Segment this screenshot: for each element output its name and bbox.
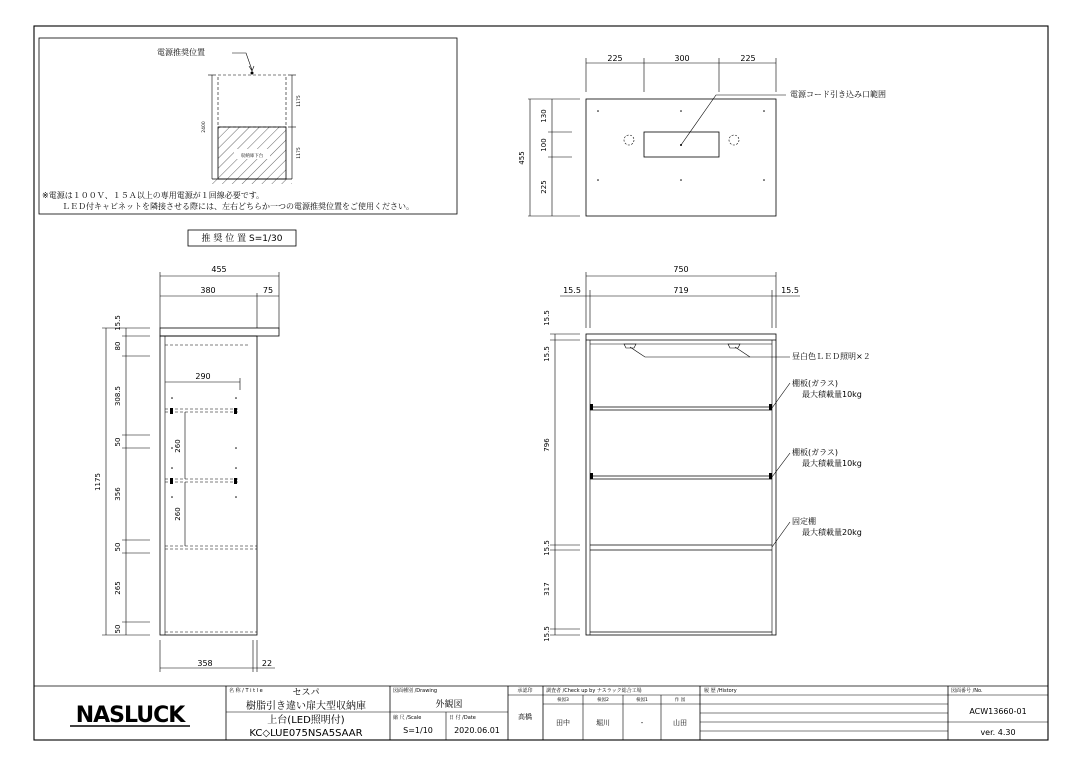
upper-cabinet-outline <box>218 75 286 127</box>
date-header: 日 付 /Date <box>449 715 476 721</box>
check-col-1: 検図3 <box>557 698 569 703</box>
side-vdim-8: 50 <box>114 624 122 634</box>
lower-height-dim: 1175 <box>297 147 302 159</box>
front-vdim-3: 15.5 <box>543 540 551 556</box>
check-name-3: - <box>640 719 644 727</box>
side-dim-260b: 260 <box>174 507 182 521</box>
front-body <box>586 334 776 635</box>
recommended-position-view <box>39 38 457 214</box>
sheet-border <box>34 26 1048 740</box>
side-vdim-5: 356 <box>114 487 122 501</box>
title-header: 名 称 / T i t l e <box>229 688 263 694</box>
shelf1-line1: 棚板(ガラス) <box>792 379 839 388</box>
title-block <box>34 686 1048 740</box>
drawing-number: ACW13660-01 <box>969 707 1027 716</box>
side-vdim-1: 15.5 <box>114 315 122 331</box>
front-dim-317: 317 <box>543 582 551 596</box>
top-view <box>518 54 886 216</box>
side-dim-1175: 1175 <box>94 473 102 491</box>
front-dim-796: 796 <box>543 438 551 452</box>
side-vdim-7: 265 <box>114 581 122 595</box>
side-vdim-3: 308.5 <box>114 385 122 407</box>
cord-label: 電源コード引き込み口範囲 <box>790 90 886 99</box>
recommended-title: 推 奨 位 置 S=1/30 <box>201 234 283 244</box>
height-total-dim: 2400 <box>202 121 207 133</box>
note-line-1: ※電源は１００Ｖ、１５Ａ以上の専用電源が１回線必要です。 <box>42 191 265 200</box>
shelf2-line2: 最大積載量10kg <box>802 459 862 468</box>
side-dim-380: 380 <box>200 286 216 295</box>
top-panel <box>586 99 776 216</box>
led-label: 昼白色ＬＥＤ照明×２ <box>792 352 871 361</box>
top-dim-130: 130 <box>540 109 548 123</box>
front-view <box>543 265 871 642</box>
drawing-type: 外観図 <box>435 700 463 710</box>
top-dim-100: 100 <box>540 138 548 152</box>
date-value: 2020.06.01 <box>454 726 500 735</box>
side-top-plate <box>160 328 279 336</box>
side-dim-22: 22 <box>261 659 273 668</box>
check-name-2: 堀川 <box>596 719 610 727</box>
front-dim-750: 750 <box>673 265 689 274</box>
side-dim-75: 75 <box>262 286 274 295</box>
top-dim-left: 225 <box>607 54 623 63</box>
drawing-header: 図面種別 /Drawing <box>393 688 438 694</box>
top-dim-right: 225 <box>740 54 756 63</box>
side-vdim-6: 50 <box>114 542 122 552</box>
front-dim-719: 719 <box>673 286 689 295</box>
top-dim-225: 225 <box>540 180 548 194</box>
version: ver. 4.30 <box>980 728 1016 737</box>
note-line-2: ＬＥＤ付キャビネットを隣接させる際には、左右どちらか一つの電源推奨位置をご使用ください。 <box>62 202 414 211</box>
product-name: 樹脂引き違い扉大型収納庫 <box>246 701 366 712</box>
scale-header: 縮 尺 /Scale <box>393 715 422 721</box>
fixed-line1: 固定棚 <box>792 517 816 526</box>
scale-value: S=1/10 <box>403 726 433 735</box>
approver-name: 高橋 <box>518 713 532 721</box>
side-view <box>94 265 279 672</box>
check-col-2: 検図2 <box>597 698 609 703</box>
side-vdim-2: 80 <box>114 341 122 351</box>
side-dim-455: 455 <box>211 265 227 274</box>
front-vdim-4: 15.5 <box>543 626 551 642</box>
product-series: セスパ <box>292 688 320 698</box>
top-dim-center: 300 <box>674 54 690 63</box>
outlet-label: 電源推奨位置 <box>157 48 205 57</box>
side-dim-358: 358 <box>197 659 213 668</box>
fixed-line2: 最大積載量20kg <box>802 528 862 537</box>
top-dim-depth: 455 <box>518 151 526 165</box>
side-vdim-4: 50 <box>114 437 122 447</box>
number-header: 図面番号 /No. <box>951 688 983 694</box>
history-header: 履 歴 /History <box>704 688 737 694</box>
upper-height-dim: 1175 <box>297 95 302 107</box>
check-header: 調査者 /Check up by ナスラック総合工場 <box>546 688 642 694</box>
logo: NASLUCK <box>75 703 185 728</box>
shelf1-line2: 最大積載量10kg <box>802 390 862 399</box>
side-dim-290: 290 <box>195 372 211 381</box>
front-dim-155-right: 15.5 <box>781 286 799 295</box>
front-vdim-1: 15.5 <box>543 310 551 326</box>
base-label: 収納庫下台 <box>240 154 264 159</box>
product-sub: 上台(LED照明付) <box>267 715 345 726</box>
shelf2-line1: 棚板(ガラス) <box>792 448 839 457</box>
front-vdim-2: 15.5 <box>543 346 551 362</box>
product-code: KC◇LUE075NSA5SAAR <box>249 728 363 739</box>
recommended-frame <box>39 38 457 214</box>
check-col-4: 作 図 <box>674 698 686 703</box>
approve-header: 承認印 <box>517 688 533 694</box>
check-name-1: 田中 <box>556 719 570 727</box>
check-name-4: 山田 <box>673 719 687 727</box>
front-dim-155-left: 15.5 <box>563 286 581 295</box>
check-col-3: 検図1 <box>636 698 648 703</box>
side-dim-260a: 260 <box>174 439 182 453</box>
